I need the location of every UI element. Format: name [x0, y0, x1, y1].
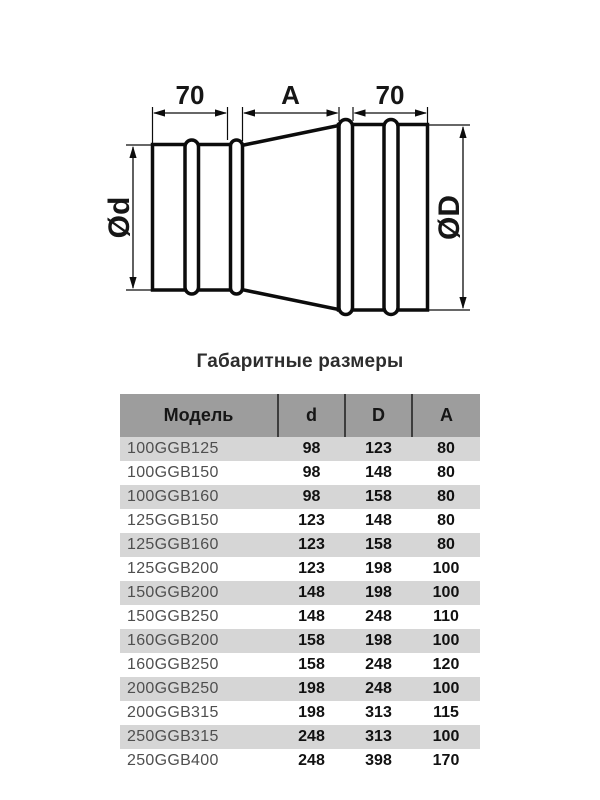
- value-cell: 398: [365, 752, 392, 769]
- value-cell: 100: [432, 632, 460, 649]
- model-cell: 100GGB125: [127, 440, 219, 457]
- value-cell: 100: [432, 728, 460, 745]
- model-cell: 160GGB200: [127, 632, 219, 649]
- value-cell: 248: [365, 608, 392, 625]
- table-row: [120, 533, 480, 557]
- dim-label-a: A: [281, 80, 300, 110]
- value-cell: 170: [432, 752, 460, 769]
- value-cell: 80: [437, 512, 455, 529]
- column-header-A: A: [412, 394, 480, 437]
- column-header-d: d: [278, 394, 345, 437]
- value-cell: 98: [302, 488, 321, 505]
- table-row: [120, 581, 480, 605]
- value-cell: 158: [365, 536, 392, 553]
- model-cell: 160GGB250: [127, 656, 219, 673]
- value-cell: 115: [433, 704, 459, 721]
- table-row: [120, 629, 480, 653]
- value-cell: 198: [365, 632, 392, 649]
- dimensions-table: [120, 394, 480, 773]
- value-cell: 120: [432, 656, 460, 673]
- table-row: [120, 749, 480, 773]
- value-cell: 198: [365, 584, 392, 601]
- model-cell: 200GGB315: [127, 704, 219, 721]
- value-cell: 110: [433, 608, 459, 625]
- value-cell: 100: [432, 680, 460, 697]
- value-cell: 148: [298, 584, 325, 601]
- value-cell: 198: [365, 560, 392, 577]
- table-row: [120, 509, 480, 533]
- reducer-body: [153, 120, 428, 315]
- value-cell: 313: [365, 728, 392, 745]
- value-cell: 98: [302, 464, 321, 481]
- column-header-D: D: [345, 394, 412, 437]
- dim-label-70-left: 70: [175, 80, 205, 110]
- model-cell: 200GGB250: [127, 680, 219, 697]
- reducer-cone: [239, 126, 339, 310]
- model-cell: 100GGB150: [127, 464, 219, 481]
- bead-small-end: [185, 140, 199, 294]
- value-cell: 248: [298, 752, 325, 769]
- model-cell: 125GGB150: [127, 512, 219, 529]
- dim-label-small-diameter: Ød: [103, 196, 136, 239]
- value-cell: 123: [298, 536, 325, 553]
- model-cell: 125GGB160: [127, 536, 219, 553]
- value-cell: 248: [298, 728, 325, 745]
- model-cell: 250GGB315: [127, 728, 219, 745]
- table-row: [120, 485, 480, 509]
- table-row: [120, 437, 480, 461]
- model-cell: 125GGB200: [127, 560, 219, 577]
- table-row: [120, 725, 480, 749]
- value-cell: 148: [365, 512, 392, 529]
- dim-label-large-diameter: ØD: [433, 195, 466, 240]
- value-cell: 148: [298, 608, 325, 625]
- table-row: [120, 701, 480, 725]
- value-cell: 158: [298, 656, 325, 673]
- reducer-dimension-diagram: [0, 0, 600, 345]
- value-cell: 80: [437, 536, 455, 553]
- value-cell: 198: [298, 704, 325, 721]
- table-row: [120, 605, 480, 629]
- value-cell: 98: [302, 440, 321, 457]
- value-cell: 248: [365, 656, 392, 673]
- bead-large-end-1: [339, 120, 353, 315]
- value-cell: 80: [437, 464, 455, 481]
- table-row: [120, 653, 480, 677]
- value-cell: 123: [365, 440, 392, 457]
- value-cell: 80: [437, 488, 455, 505]
- model-cell: 100GGB160: [127, 488, 219, 505]
- value-cell: 123: [298, 512, 325, 529]
- table-header-row: [120, 394, 480, 437]
- value-cell: 100: [432, 584, 460, 601]
- bead-large-end-2: [384, 120, 398, 315]
- column-header-model: Модель: [120, 394, 278, 437]
- table-row: [120, 461, 480, 485]
- value-cell: 80: [437, 440, 455, 457]
- value-cell: 313: [365, 704, 392, 721]
- model-cell: 150GGB200: [127, 584, 219, 601]
- value-cell: 198: [298, 680, 325, 697]
- value-cell: 158: [298, 632, 325, 649]
- model-cell: 150GGB250: [127, 608, 219, 625]
- value-cell: 148: [365, 464, 392, 481]
- table-body: [120, 437, 480, 773]
- bead-junction: [231, 140, 243, 294]
- model-cell: 250GGB400: [127, 752, 219, 769]
- table-row: [120, 557, 480, 581]
- value-cell: 100: [432, 560, 460, 577]
- value-cell: 123: [298, 560, 325, 577]
- dim-label-70-right: 70: [375, 80, 405, 110]
- table-row: [120, 677, 480, 701]
- section-title: Габаритные размеры: [196, 351, 404, 372]
- value-cell: 158: [365, 488, 392, 505]
- value-cell: 248: [365, 680, 392, 697]
